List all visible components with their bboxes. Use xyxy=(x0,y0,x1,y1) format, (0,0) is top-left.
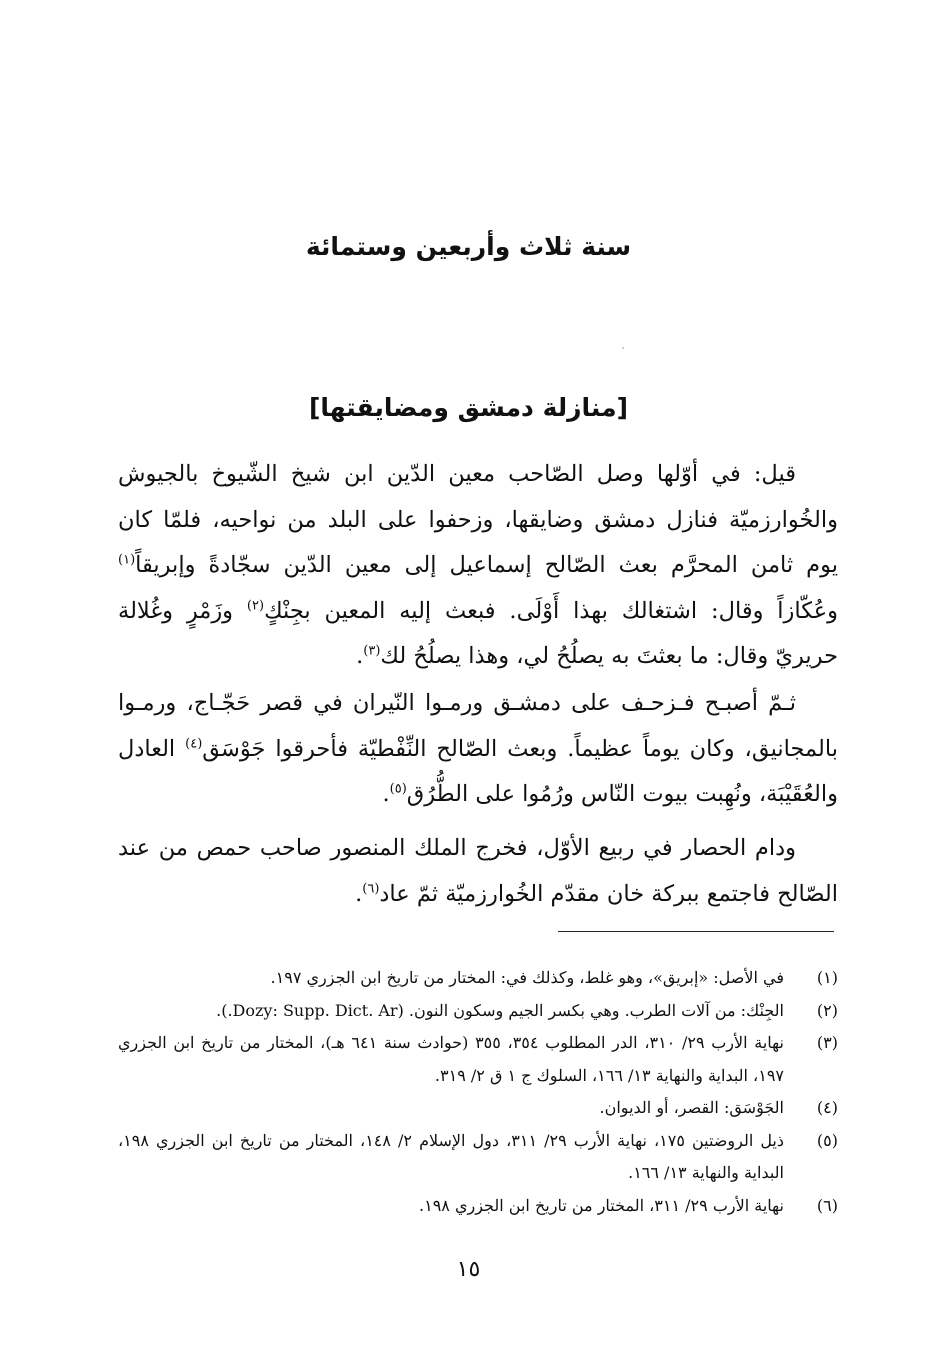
footnote-ref-1: (١) xyxy=(118,552,136,568)
paragraph-text: وعُكّازاً وقال: اشتغالك بهذا أَوْلَى. فبعث إليه المعين بجِنْكٍ xyxy=(264,597,838,624)
paragraph-text: ودام الحصار في ربيع الأوّل، فخرج الملك المنصور صاحب حمص من عند الصّالح فاجتمع ببركة خان مقدّم الخُوارزميّة ثمّ عاد xyxy=(118,835,838,907)
paragraph-end: . xyxy=(355,880,363,907)
body-paragraph-2 xyxy=(118,681,838,818)
footnote-separator xyxy=(558,931,834,932)
footnote-text: الجَوْسَق: القصر، أو الديوان. xyxy=(599,1098,784,1117)
footnote-number: (٦) xyxy=(816,1195,838,1215)
footnote-text: الجِنْك: من آلات الطرب. وهي بكسر الجيم وسكون النون. (Dozy: Supp. Dict. Ar.). xyxy=(216,1000,784,1020)
paragraph-text: قيل: في أوّلها وصل الصّاحب معين الدّين ابن شيخ الشّيوخ بالجيوش والخُوارزميّة فنازل دمشق وضايقها، وزحفوا على البلد من نواحيه، فلمّا كان يوم ثامن المحرَّم بعث الصّالح إسماعيل إلى معين الدّين سجّادةً وإبريقاً xyxy=(118,461,838,578)
page-number: ١٥ xyxy=(456,1257,481,1282)
footnote-text: في الأصل: «إبريق»، وهو غلط، وكذلك في: المختار من تاريخ ابن الجزري ١٩٧. xyxy=(270,968,784,987)
footnote-ref-4: (٤) xyxy=(185,736,203,751)
footnote-4 xyxy=(118,1092,838,1125)
footnote-1 xyxy=(118,962,838,995)
footnote-3 xyxy=(118,1027,838,1092)
footnote-ref-5: (٥) xyxy=(389,781,407,797)
paragraph-end: . xyxy=(356,643,364,669)
section-heading: [منازلة دمشق ومضايقتها] xyxy=(308,393,629,422)
footnote-number: (٣) xyxy=(816,1033,838,1052)
chapter-title: سنة ثلاث وأربعين وستمائة xyxy=(305,232,632,261)
paragraph-end: . xyxy=(382,781,390,807)
footnote-2 xyxy=(118,995,838,1028)
footnote-number: (١) xyxy=(816,968,838,987)
footnote-text: نهاية الأرب ٢٩/ ٣١١، المختار من تاريخ ابن الجزري ١٩٨. xyxy=(419,1195,784,1215)
paragraph-text: ثـمّ أصبـح فـزحـف على دمشـق ورمـوا النّيران في قصر حَجّـاج، ورمـوا بالمجانيق، وكان يوماً عظيماً. وبعث الصّالح النِّفْطيّة فأحرقوا جَوْسَق xyxy=(118,690,838,762)
body-paragraph-1 xyxy=(118,452,838,680)
footnote-5 xyxy=(118,1125,838,1190)
body-paragraph-3 xyxy=(118,826,838,917)
footnote-ref-6: (٦) xyxy=(362,881,380,896)
footnote-ref-2: (٢) xyxy=(246,598,265,613)
footnote-number: (٢) xyxy=(816,1000,838,1020)
footnote-text: نهاية الأرب ٢٩/ ٣١٠، الدر المطلوب ٣٥٤، ٣٥٥ (حوادث سنة ٦٤١ هـ)، المختار من تاريخ ابن الجزري ١٩٧، البداية والنهاية ١٣/ ١٦٦، السلوك ج ١ ق ٢/ ٣١٩. xyxy=(118,1033,784,1085)
footnote-6 xyxy=(118,1190,838,1223)
paragraph-text: العادل والعُقَيْبَة، ونُهِبت بيوت النّاس ورُمُوا على الطُّرُق xyxy=(118,735,838,807)
footnote-ref-3: (٣) xyxy=(363,643,381,659)
footnote-text: ذيل الروضتين ١٧٥، نهاية الأرب ٢٩/ ٣١١، دول الإسلام ٢/ ١٤٨، المختار من تاريخ ابن الجزري ١٩٨، البداية والنهاية ١٣/ ١٦٦. xyxy=(118,1130,785,1182)
footnotes xyxy=(118,962,838,1222)
scan-speck xyxy=(622,347,624,349)
footnote-number: (٤) xyxy=(816,1098,838,1117)
footnote-number: (٥) xyxy=(816,1130,838,1150)
paragraph-text: وزَمْرٍ وغُلالة حريريّ وقال: ما بعثتَ به يصلُحُ لي، وهذا يصلُحُ لك xyxy=(118,597,838,669)
